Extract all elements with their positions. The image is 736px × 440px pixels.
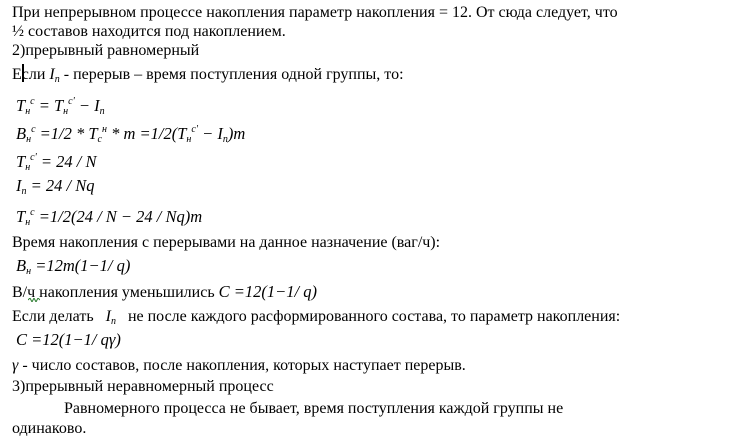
paragraph-nonuniform: Равномерного процесса не бывает, время поступления каждой группы не (64, 400, 564, 417)
paragraph-decreased: В/ч накопления уменьшились C =12(1−1/ q) (12, 282, 317, 301)
formula-5: $Tн^с =1/2(24 / N - 24 / Nq)m$ (16, 207, 203, 228)
formula-8: C =12(1−1/ qγ) (16, 330, 121, 349)
formula-3: $Tн^{с'} = 24 / N$ (16, 152, 97, 173)
paragraph-if-break: Если Iп - перерыв – время поступления одной группы, то: (12, 66, 404, 85)
formula-2: $Bн^с =1/2 * Tс^н * m =1/2(Tн^{с'} - Iп)m$ (16, 124, 246, 145)
formula-6: Bн =12m(1−1/ q) (16, 256, 131, 277)
heading-interrupted-nonuniform: 3)прерывный неравномерный процесс (12, 378, 274, 395)
formula-1: $Tн^с = Tн^{с'}$ − Iп (16, 96, 105, 117)
spellcheck-underline (28, 298, 40, 302)
paragraph-if-doing: Если делать Iп не после каждого расформированного состава, то параметр накопления: (12, 308, 621, 327)
formula-4: Iп = 24 / Nq (16, 176, 95, 197)
paragraph-continuous: При непрерывном процессе накопления параметр накопления = 12. От сюда следует, что (12, 4, 618, 21)
paragraph-gamma: γ - число составов, после накопления, которых наступает перерыв. (12, 357, 466, 374)
paragraph-accumulation-time: Время накопления с перерывами на данное назначение (ваг/ч): (12, 234, 441, 251)
paragraph-nonuniform-cont: одинаково. (12, 420, 87, 437)
paragraph-continuous-cont: ½ составов находится под накоплением. (12, 23, 286, 40)
heading-interrupted-uniform: 2)прерывный равномерный (12, 42, 200, 59)
